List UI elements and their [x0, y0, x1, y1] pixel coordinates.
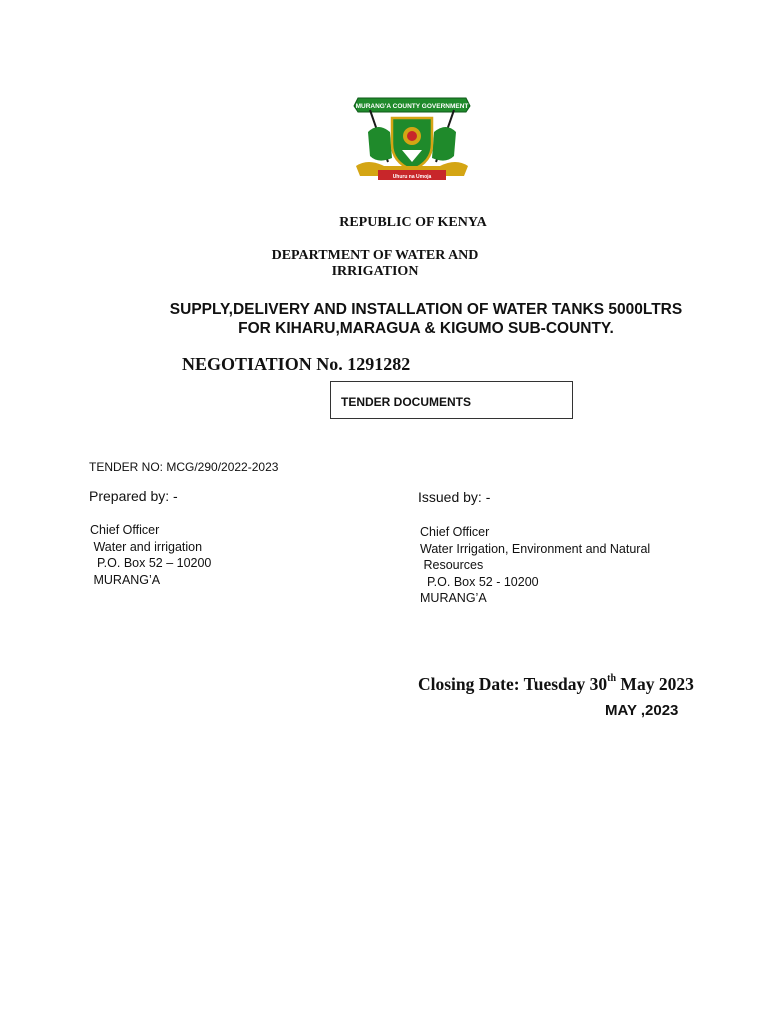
department-line-2: IRRIGATION [331, 264, 419, 279]
tender-documents-label: TENDER DOCUMENTS [341, 395, 472, 409]
tender-title-line-2: FOR KIHARU,MARAGUA & KIGUMO SUB-COUNTY. [238, 320, 614, 337]
negotiation-number: NEGOTIATION No. 1291282 [182, 354, 411, 374]
prepared-line-2: Water and irrigation [90, 539, 203, 554]
issued-line-1: Chief Officer [420, 525, 490, 539]
tender-number: TENDER NO: MCG/290/2022-2023 [89, 460, 279, 474]
prepared-line-1: Chief Officer [90, 523, 160, 537]
department-heading [250, 248, 500, 280]
closing-date-rest: May 2023 [616, 674, 694, 694]
county-crest-logo [348, 92, 476, 184]
issued-by-label: Issued by: - [418, 489, 491, 505]
issued-line-2: Water Irrigation, Environment and Natural [420, 541, 651, 556]
prepared-by-label: Prepared by: - [89, 488, 178, 504]
department-line-1: DEPARTMENT OF WATER AND [271, 248, 479, 263]
tender-title-line-1: SUPPLY,DELIVERY AND INSTALLATION OF WATER TANKS 5000LTRS [169, 301, 683, 318]
prepared-by-address [90, 522, 211, 588]
closing-date [418, 674, 694, 695]
issued-line-4: P.O. Box 52 - 10200 [420, 574, 539, 589]
prepared-line-3: P.O. Box 52 – 10200 [90, 556, 212, 570]
issued-by-address [420, 524, 650, 607]
crest-banner-text: MURANG'A COUNTY GOVERNMENT [355, 103, 469, 110]
closing-month-year: MAY ,2023 [605, 702, 679, 719]
prepared-line-4: MURANG’A [90, 572, 161, 587]
issued-line-5: MURANG’A [420, 591, 487, 605]
tender-title [0, 300, 770, 338]
issued-line-3: Resources [420, 558, 484, 572]
tender-documents-box [330, 381, 573, 419]
republic-heading: REPUBLIC OF KENYA [339, 215, 487, 230]
crest-motto: Uhuru na Umoja [392, 174, 432, 180]
closing-date-prefix: Closing Date: Tuesday 30 [418, 674, 608, 694]
closing-date-suffix: th [607, 673, 617, 685]
